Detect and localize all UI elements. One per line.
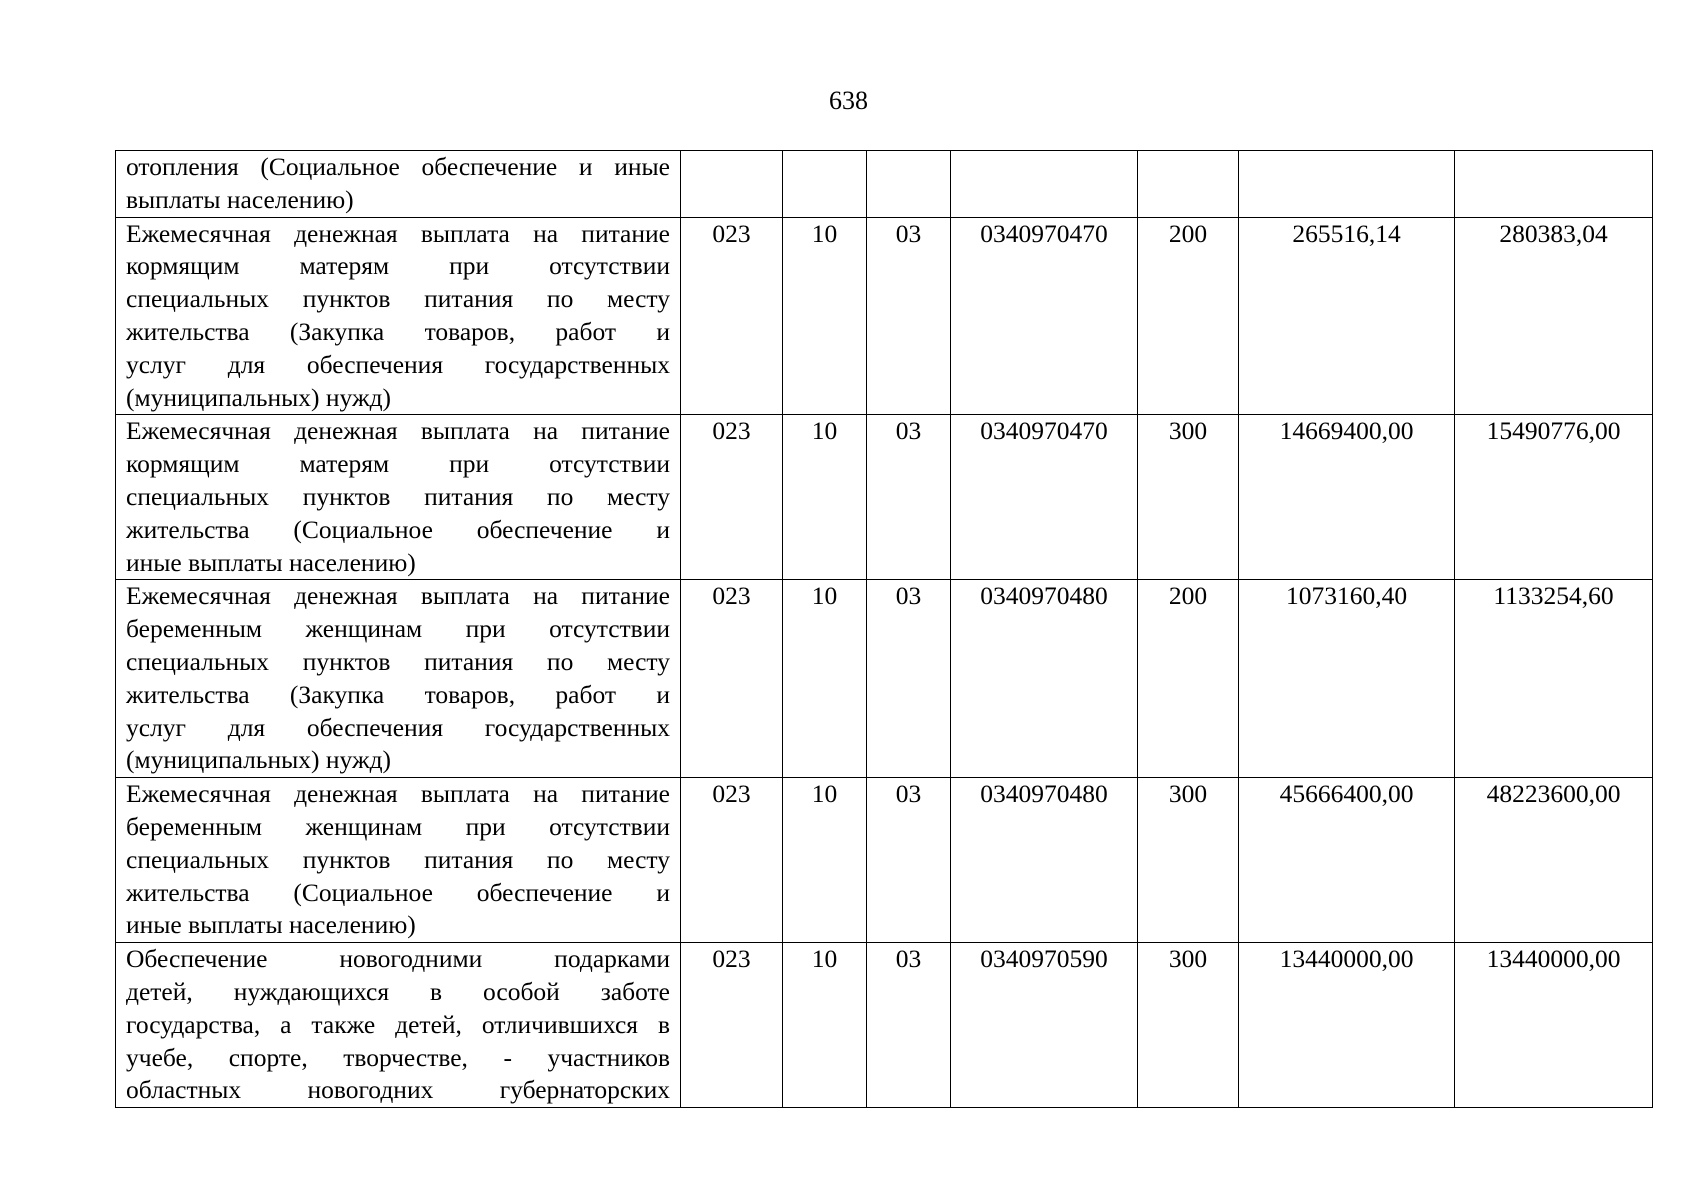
amount-year-2-cell: 1133254,60 (1455, 580, 1653, 778)
subsection-code-cell: 03 (867, 943, 951, 1108)
amount-year-1-cell: 13440000,00 (1239, 943, 1455, 1108)
description-line: Обеспечение новогодними подарками (126, 944, 670, 974)
table-row (116, 151, 1653, 218)
description-line: иные выплаты населению) (126, 910, 416, 940)
table-row (116, 580, 1653, 778)
table-row (116, 778, 1653, 943)
row-description (116, 151, 681, 218)
description-line: специальных пунктов питания по месту (126, 284, 670, 314)
subsection-code-cell: 03 (867, 415, 951, 580)
description-line: (муниципальных) нужд) (126, 382, 392, 412)
amount-year-1-cell: 14669400,00 (1239, 415, 1455, 580)
description-line: беременным женщинам при отсутствии (126, 811, 670, 841)
target-article-code-cell: 0340970470 (951, 415, 1138, 580)
amount-year-2-cell: 280383,04 (1455, 217, 1653, 415)
target-article-code-cell: 0340970480 (951, 580, 1138, 778)
row-description (116, 217, 681, 415)
section-code-cell: 10 (783, 943, 867, 1108)
expense-type-code-cell: 200 (1138, 580, 1239, 778)
description-line: отопления (Социальное обеспечение и иные (126, 152, 670, 181)
description-line: жительства (Закупка товаров, работ и (126, 679, 670, 709)
description-line: выплаты населению) (126, 184, 354, 214)
description-line: детей, нуждающихся в особой заботе (126, 976, 670, 1006)
description-line: государства, а также детей, отличившихся в (126, 1009, 670, 1039)
expense-type-code-cell: 300 (1138, 415, 1239, 580)
target-article-code-cell (951, 151, 1138, 218)
ministry-code-cell: 023 (681, 580, 783, 778)
section-code-cell: 10 (783, 415, 867, 580)
row-description (116, 778, 681, 943)
description-line: жительства (Социальное обеспечение и (126, 877, 670, 907)
expense-type-code-cell: 300 (1138, 943, 1239, 1108)
amount-year-1-cell: 1073160,40 (1239, 580, 1455, 778)
description-line: специальных пунктов питания по месту (126, 646, 670, 676)
subsection-code-cell: 03 (867, 217, 951, 415)
ministry-code-cell (681, 151, 783, 218)
row-description (116, 415, 681, 580)
description-line: (муниципальных) нужд) (126, 745, 392, 775)
amount-year-2-cell: 48223600,00 (1455, 778, 1653, 943)
description-line: Ежемесячная денежная выплата на питание (126, 416, 670, 446)
description-line: жительства (Социальное обеспечение и (126, 514, 670, 544)
budget-table (115, 150, 1653, 1108)
description-line: услуг для обеспечения государственных (126, 349, 670, 379)
expense-type-code-cell: 300 (1138, 778, 1239, 943)
page-number: 638 (829, 86, 868, 115)
section-code-cell (783, 151, 867, 218)
expense-type-code-cell (1138, 151, 1239, 218)
description-line: беременным женщинам при отсутствии (126, 614, 670, 644)
description-line: Ежемесячная денежная выплата на питание (126, 779, 670, 809)
section-code-cell: 10 (783, 778, 867, 943)
row-description (116, 943, 681, 1108)
description-line: областных новогодних губернаторских (126, 1075, 670, 1105)
target-article-code-cell: 0340970480 (951, 778, 1138, 943)
amount-year-1-cell: 45666400,00 (1239, 778, 1455, 943)
description-line: услуг для обеспечения государственных (126, 712, 670, 742)
amount-year-1-cell: 265516,14 (1239, 217, 1455, 415)
description-line: специальных пунктов питания по месту (126, 844, 670, 874)
amount-year-2-cell (1455, 151, 1653, 218)
description-line: иные выплаты населению) (126, 547, 416, 577)
section-code-cell: 10 (783, 217, 867, 415)
table-row (116, 943, 1653, 1108)
target-article-code-cell: 0340970590 (951, 943, 1138, 1108)
ministry-code-cell: 023 (681, 943, 783, 1108)
description-line: учебе, спорте, творчестве, - участников (126, 1042, 670, 1072)
expense-type-code-cell: 200 (1138, 217, 1239, 415)
target-article-code-cell: 0340970470 (951, 217, 1138, 415)
description-line: кормящим матерям при отсутствии (126, 251, 670, 281)
row-description (116, 580, 681, 778)
subsection-code-cell (867, 151, 951, 218)
description-line: Ежемесячная денежная выплата на питание (126, 581, 670, 611)
amount-year-2-cell: 13440000,00 (1455, 943, 1653, 1108)
table-row (116, 415, 1653, 580)
description-line: жительства (Закупка товаров, работ и (126, 316, 670, 346)
table-body (116, 151, 1653, 1108)
section-code-cell: 10 (783, 580, 867, 778)
subsection-code-cell: 03 (867, 778, 951, 943)
description-line: кормящим матерям при отсутствии (126, 449, 670, 479)
ministry-code-cell: 023 (681, 778, 783, 943)
ministry-code-cell: 023 (681, 415, 783, 580)
amount-year-1-cell (1239, 151, 1455, 218)
subsection-code-cell: 03 (867, 580, 951, 778)
amount-year-2-cell: 15490776,00 (1455, 415, 1653, 580)
table-row (116, 217, 1653, 415)
ministry-code-cell: 023 (681, 217, 783, 415)
description-line: Ежемесячная денежная выплата на питание (126, 218, 670, 248)
description-line: специальных пунктов питания по месту (126, 481, 670, 511)
